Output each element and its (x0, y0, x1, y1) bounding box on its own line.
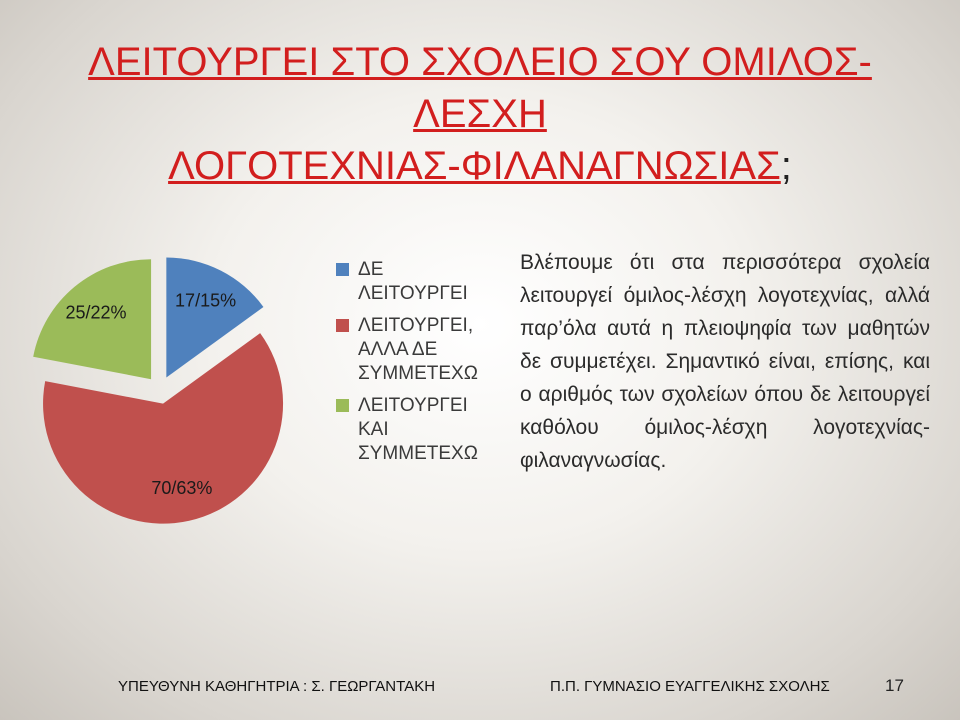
legend-swatch (336, 319, 349, 332)
legend-item-not-operating (336, 258, 506, 306)
legend-item-operating-participating (336, 394, 506, 466)
title-line-1: ΛΕΙΤΟΥΡΓΕΙ ΣΤΟ ΣΧΟΛΕΙΟ ΣΟΥ ΟΜΙΛΟΣ-ΛΕΣΧΗ (88, 40, 872, 136)
pie-chart (0, 230, 320, 550)
chart-legend (336, 258, 506, 474)
pie-data-label-3: 25/22% (65, 302, 127, 323)
legend-label: ΔΕ ΛΕΙΤΟΥΡΓΕΙ (358, 259, 468, 304)
pie-data-label-2: 70/63% (151, 477, 213, 498)
footer-school: Π.Π. ΓΥΜΝΑΣΙΟ ΕΥΑΓΓΕΛΙΚΗΣ ΣΧΟΛΗΣ (550, 678, 830, 695)
commentary-text: Βλέπουμε ότι στα περισσότερα σχολεία λειτουργεί όμιλος-λέσχη λογοτεχνίας, αλλά παρ’όλα αυτά η πλειοψηφία των μαθητών δε συμμετέχει. Σημαντικό είναι, επίσης, και ο αριθμός των σχολείων όπου δε λειτουργεί καθόλου όμιλος-λέσχη λογοτεχνίας-φιλαναγνωσίας. (520, 251, 930, 472)
legend-label: ΛΕΙΤΟΥΡΓΕΙ ΚΑΙ ΣΥΜΜΕΤΕΧΩ (358, 395, 478, 464)
legend-swatch (336, 263, 349, 276)
legend-item-operating-not-participating (336, 314, 506, 386)
legend-swatch (336, 399, 349, 412)
pie-data-label-1: 17/15% (175, 290, 237, 311)
page-number: 17 (885, 676, 904, 695)
legend-label: ΛΕΙΤΟΥΡΓΕΙ, ΑΛΛΑ ΔΕ ΣΥΜΜΕΤΕΧΩ (358, 315, 478, 384)
title-line-2: ΛΟΓΟΤΕΧΝΙΑΣ-ΦΙΛΑΝΑΓΝΩΣΙΑΣ (168, 144, 781, 188)
slide-title (40, 36, 920, 192)
footer-teacher: ΥΠΕΥΘΥΝΗ ΚΑΘΗΓΗΤΡΙΑ : Σ. ΓΕΩΡΓΑΝΤΑΚΗ (118, 678, 436, 695)
title-question-mark: ; (780, 144, 792, 188)
